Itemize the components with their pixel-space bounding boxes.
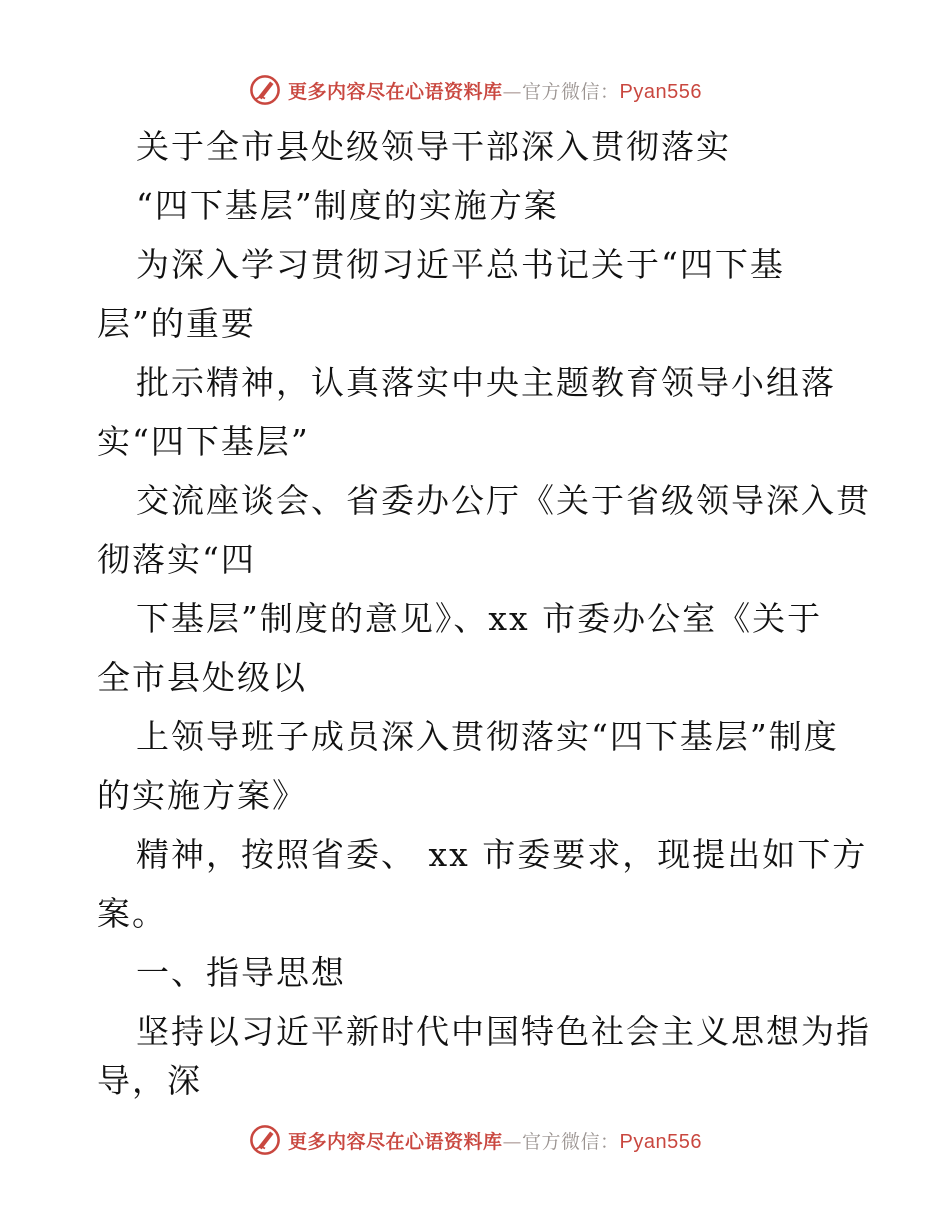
paragraph-line: 批示精神，认真落实中央主题教育领导小组落 [136,363,836,402]
watermark-prefix: 更多内容尽在心语资料库 [288,80,503,103]
watermark-wechat-id: Pyan556 [619,80,702,103]
paragraph-line: 全市县处级以 [97,658,307,697]
watermark-prefix: 更多内容尽在心语资料库 [288,1130,503,1153]
watermark-wechat-label: 官方微信： [522,80,620,103]
footer-watermark [0,1120,950,1160]
title-line-2: “四下基层”制度的实施方案 [136,186,559,225]
watermark-separator: — [502,1130,523,1153]
watermark-wechat-id: Pyan556 [619,1130,702,1153]
paragraph-line: 为深入学习贯彻习近平总书记关于“四下基 [136,245,785,284]
watermark-separator: — [502,80,523,103]
paragraph-line: 精神，按照省委、 xx 市委要求，现提出如下方 [136,835,868,874]
paragraph-line: 坚持以习近平新时代中国特色社会主义思想为指 [136,1012,871,1051]
pen-logo-icon [248,1123,282,1157]
paragraph-line: 实“四下基层” [97,422,310,461]
watermark-wechat-label: 官方微信： [522,1130,620,1153]
paragraph-line: 层”的重要 [97,304,256,343]
section-heading: 一、指导思想 [136,953,346,992]
paragraph-line: 的实施方案》 [97,776,307,815]
paragraph-line: 彻落实“四 [97,540,256,579]
paragraph-line: 案。 [97,894,167,933]
title-line-1: 关于全市县处级领导干部深入贯彻落实 [136,127,731,166]
paragraph-line: 导，深 [97,1061,202,1100]
paragraph-line: 交流座谈会、省委办公厅《关于省级领导深入贯 [136,481,871,520]
paragraph-line: 下基层”制度的意见》、xx 市委办公室《关于 [136,599,823,638]
paragraph-line: 上领导班子成员深入贯彻落实“四下基层”制度 [136,717,839,756]
